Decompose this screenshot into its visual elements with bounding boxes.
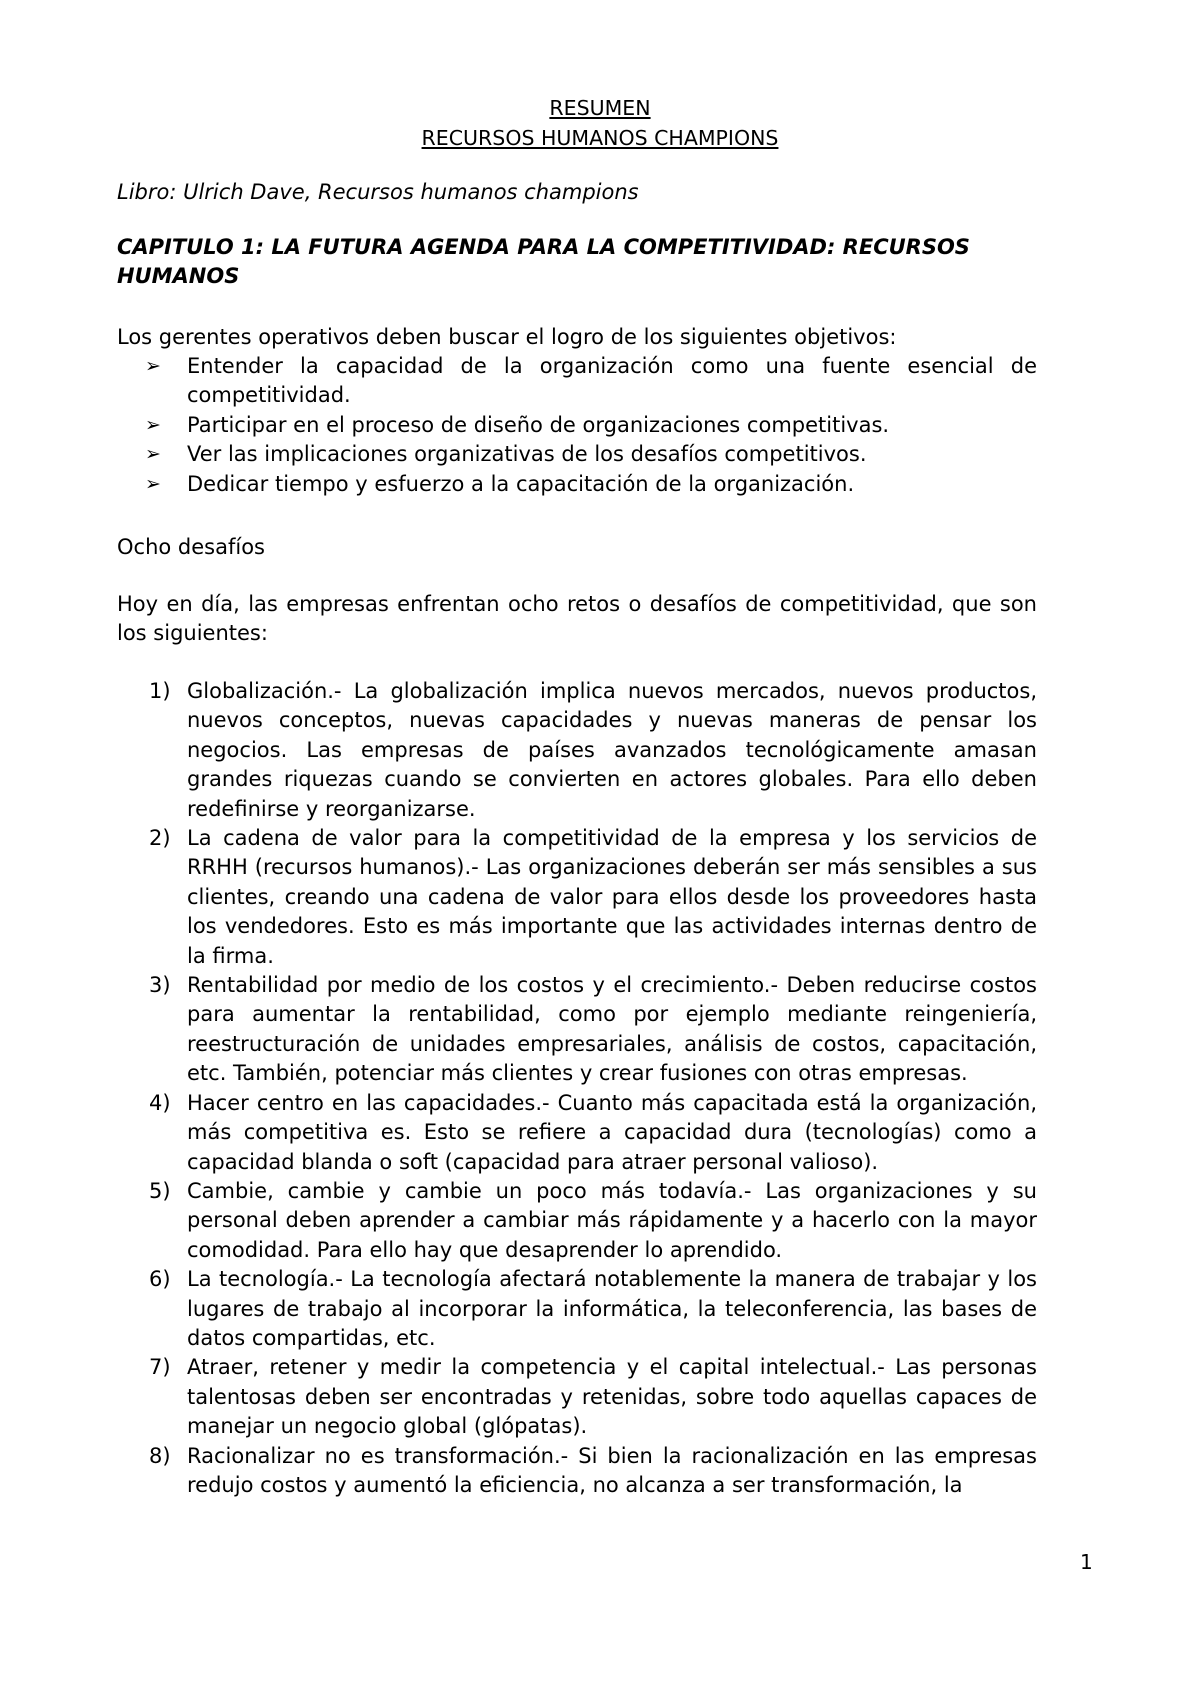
item-number: 3) <box>149 973 171 998</box>
bullet-text: Ver las implicaciones organizativas de los desafíos competitivos. <box>187 442 867 467</box>
list-item <box>145 411 1037 440</box>
bullet-text: Entender la capacidad de la organización como una fuente esencial de competitividad. <box>187 354 1037 408</box>
bullet-text: Dedicar tiempo y esfuerzo a la capacitación de la organización. <box>187 471 855 496</box>
arrow-bullet-icon: ➢ <box>145 472 161 495</box>
item-number: 7) <box>149 1355 171 1380</box>
objectives-list <box>145 352 1037 499</box>
section-heading: Ocho desafíos <box>117 535 265 559</box>
list-item <box>145 470 1037 499</box>
list-item <box>117 1177 1037 1265</box>
list-item <box>145 440 1037 469</box>
list-item <box>117 824 1037 971</box>
item-number: 6) <box>149 1267 171 1292</box>
list-item <box>117 677 1037 824</box>
item-number: 5) <box>149 1178 171 1203</box>
chapter-heading: CAPITULO 1: LA FUTURA AGENDA PARA LA COMPETITIVIDAD: RECURSOS HUMANOS <box>117 235 970 289</box>
item-text: Rentabilidad por medio de los costos y el crecimiento.- Deben reducirse costos para aumentar la rentabilidad, como por ejemplo mediante reingeniería, reestructuración de unidades empresariales, análisis de costos, capacitación, etc. También, potenciar más clientes y crear fusiones con otras empresas. <box>187 973 1037 1086</box>
document-subtitle: RECURSOS HUMANOS CHAMPIONS <box>421 126 779 150</box>
arrow-bullet-icon: ➢ <box>145 443 161 466</box>
bullet-text: Participar en el proceso de diseño de organizaciones competitivas. <box>187 412 890 437</box>
document-title: RESUMEN <box>549 96 651 120</box>
item-text: Cambie, cambie y cambie un poco más todavía.- Las organizaciones y su personal deben aprender a cambiar más rápidamente y a hacerlo con la mayor comodidad. Para ello hay que desaprender lo aprendido. <box>187 1178 1037 1262</box>
list-item <box>117 1265 1037 1353</box>
objectives-intro: Los gerentes operativos deben buscar el logro de los siguientes objetivos: <box>117 325 897 349</box>
item-text: La cadena de valor para la competitividad de la empresa y los servicios de RRHH (recursos humanos).- Las organizaciones deberán ser más sensibles a sus clientes, creando una cadena de valor para ellos desde los proveedores hasta los vendedores. Esto es más importante que las actividades internas dentro de la firma. <box>187 826 1037 968</box>
list-item <box>117 1353 1037 1441</box>
list-item <box>117 1442 1037 1501</box>
list-item <box>145 352 1037 411</box>
page-number: 1 <box>1080 1550 1093 1574</box>
book-reference: Libro: Ulrich Dave, Recursos humanos champions <box>117 180 639 204</box>
item-text: Globalización.- La globalización implica nuevos mercados, nuevos productos, nuevos conceptos, nuevas capacidades y nuevas maneras de pensar los negocios. Las empresas de países avanzados tecnológicamente amasan grandes riquezas cuando se convierten en actores globales. Para ello deben redefinirse y reorganizarse. <box>187 679 1037 821</box>
arrow-bullet-icon: ➢ <box>145 413 161 436</box>
item-text: Racionalizar no es transformación.- Si bien la racionalización en las empresas redujo costos y aumentó la eficiencia, no alcanza a ser transformación, la <box>187 1443 1037 1497</box>
item-number: 8) <box>149 1443 171 1468</box>
title-block <box>0 93 1200 153</box>
item-number: 4) <box>149 1090 171 1115</box>
challenges-list <box>117 677 1037 1500</box>
item-text: Hacer centro en las capacidades.- Cuanto más capacitada está la organización, más competitiva es. Esto se refiere a capacidad dura (tecnologías) como a capacidad blanda o soft (capacidad para atraer personal valioso). <box>187 1090 1037 1174</box>
item-number: 2) <box>149 826 171 851</box>
section-intro: Hoy en día, las empresas enfrentan ocho retos o desafíos de competitividad, que son los siguientes: <box>117 592 1037 646</box>
item-text: La tecnología.- La tecnología afectará notablemente la manera de trabajar y los lugares de trabajo al incorporar la informática, la teleconferencia, las bases de datos compartidas, etc. <box>187 1267 1037 1350</box>
list-item <box>117 971 1037 1089</box>
arrow-bullet-icon: ➢ <box>145 355 161 377</box>
item-number: 1) <box>149 679 171 703</box>
list-item <box>117 1089 1037 1177</box>
item-text: Atraer, retener y medir la competencia y el capital intelectual.- Las personas talentosas deben ser encontradas y retenidas, sobre todo aquellas capaces de manejar un negocio global (glópatas). <box>187 1355 1037 1439</box>
